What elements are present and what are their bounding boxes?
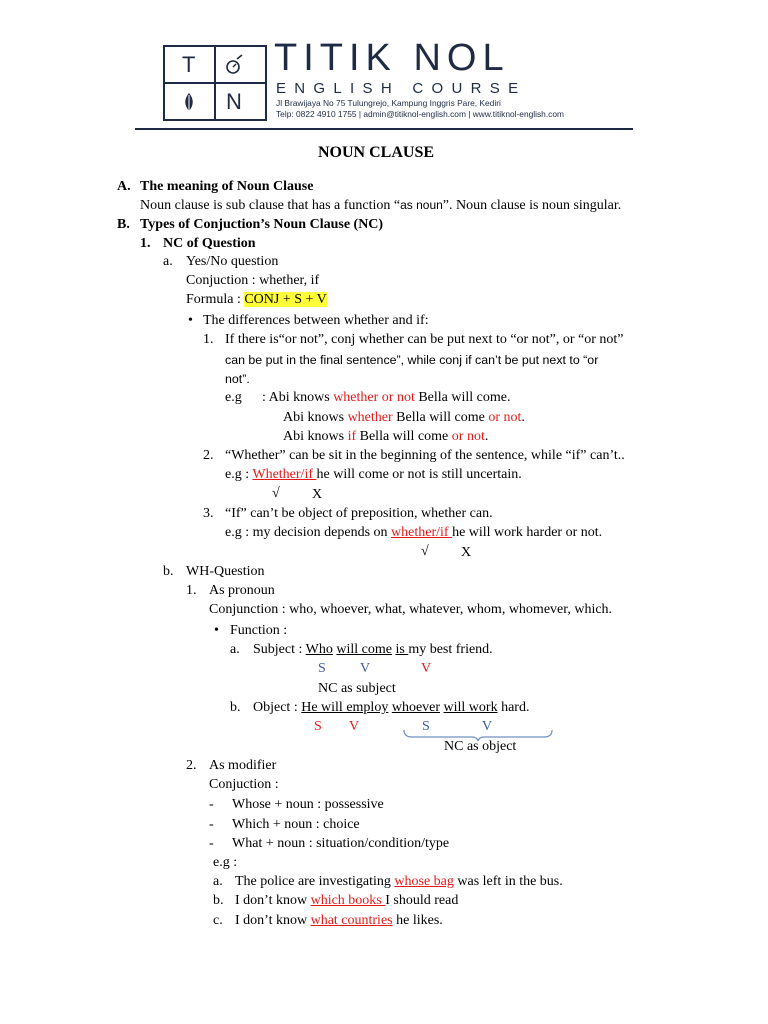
formula-highlight: CONJ + S + V [244, 292, 327, 307]
example-b: I don’t know which books I should read [235, 893, 459, 908]
function-label: Function : [230, 623, 288, 638]
example-b-label: b. [213, 893, 224, 908]
yesno-bullet: The differences between whether and if: [203, 313, 429, 328]
yesno-conj: Conjuction : whether, if [186, 273, 320, 288]
subject-s-tag: S [318, 661, 326, 676]
header-divider [135, 128, 633, 130]
point1-line2: can be put in the final sentence”, while conj if can’t be put next to “or [225, 353, 599, 367]
point3-label: 3. [203, 506, 214, 521]
section-a-heading: The meaning of Noun Clause [140, 179, 314, 194]
bullet-icon: • [188, 313, 193, 328]
example-a: The police are investigating whose bag was left in the bus. [235, 874, 563, 889]
example2: Abi knows whether Bella will come or not. [283, 410, 525, 425]
example-a-label: a. [213, 874, 223, 889]
point1-label: 1. [203, 332, 214, 347]
example-c: I don’t know what countries he likes. [235, 913, 443, 928]
object-s-tag: S [314, 719, 322, 734]
modifier-item: Which + noun : choice [232, 817, 360, 832]
object-v2-tag: V [482, 719, 493, 734]
example1: : Abi knows whether or not Bella will come. [262, 390, 511, 405]
brand-address: Jl Brawijaya No 75 Tulungrejo, Kampung Inggris Pare, Kediri [276, 98, 501, 108]
point1-line1: If there is“or not”, conj whether can be put next to “or not”, or “or not” [225, 332, 624, 347]
point3-example: e.g : my decision depends on whether/if he will work harder or not. [225, 525, 603, 540]
logo-mark [163, 45, 267, 121]
object-label: b. [230, 700, 241, 715]
dash: - [209, 797, 214, 812]
example1-label: e.g [225, 390, 242, 405]
section-b-heading: Types of Conjuction’s Noun Clause (NC) [140, 217, 384, 232]
example3: Abi knows if Bella will come or not. [283, 429, 489, 444]
dash: - [209, 817, 214, 832]
section-a-body: Noun clause is sub clause that has a function “as noun”. Noun clause is noun singular. [140, 198, 622, 213]
dash: - [209, 836, 214, 851]
point3-text: “If” can’t be object of preposition, whether can. [225, 506, 493, 521]
bullet-icon: • [214, 623, 219, 638]
modifier-item: Whose + noun : possessive [232, 797, 384, 812]
wh-label: b. [163, 564, 174, 579]
point1-line3: not”. [225, 372, 250, 386]
yesno-formula: Formula : CONJ + S + V [186, 292, 327, 307]
page-title: NOUN CLAUSE [318, 144, 435, 161]
subject-v2-tag: V [421, 661, 432, 676]
logo-letter-n: N [226, 89, 242, 114]
subject-v-tag: V [360, 661, 371, 676]
subject-example: Subject : Who will come is my best friend. [253, 642, 493, 657]
object-example: Object : He will employ whoever will work hard. [253, 700, 530, 715]
object-caption: NC as object [444, 739, 517, 754]
point2-text: “Whether” can be sit in the beginning of the sentence, while “if” can’t.. [225, 448, 625, 463]
section-b-label: B. [117, 217, 130, 232]
point2-label: 2. [203, 448, 214, 463]
check-mark-2: √ [421, 544, 429, 559]
section-a-label: A. [117, 179, 131, 194]
sub1-heading: NC of Question [163, 236, 256, 251]
subject-label: a. [230, 642, 240, 657]
pronoun-conj: Conjunction : who, whoever, what, whatever, whom, whomever, which. [209, 602, 613, 617]
modifier-item: What + noun : situation/condition/type [232, 836, 450, 851]
point2-example: e.g : Whether/if he will come or not is still uncertain. [225, 467, 522, 482]
yesno-heading: Yes/No question [186, 254, 279, 269]
check-mark-1: √ [272, 486, 280, 501]
modifier-heading: As modifier [209, 758, 277, 773]
yesno-label: a. [163, 254, 173, 269]
wh-heading: WH-Question [186, 564, 265, 579]
modifier-conj: Conjuction : [209, 777, 279, 792]
logo-letter-t: T [182, 52, 196, 77]
modifier-label: 2. [186, 758, 197, 773]
subject-caption: NC as subject [318, 681, 396, 696]
object-s2-tag: S [422, 719, 430, 734]
pronoun-label: 1. [186, 583, 197, 598]
cross-mark-2: X [461, 545, 472, 560]
eg-label: e.g : [213, 855, 238, 870]
sub1-label: 1. [140, 236, 151, 251]
object-v-tag: V [349, 719, 360, 734]
pronoun-heading: As pronoun [209, 583, 275, 598]
brand-contact: Telp: 0822 4910 1755 | admin@titiknol-english.com | www.titiknol-english.com [276, 109, 564, 119]
brand-address-block [276, 98, 564, 120]
brand-title: TITIK NOL [274, 37, 510, 79]
example-c-label: c. [213, 913, 223, 928]
cross-mark-1: X [312, 487, 323, 502]
brand-subtitle: ENGLISH COURSE [276, 80, 527, 97]
